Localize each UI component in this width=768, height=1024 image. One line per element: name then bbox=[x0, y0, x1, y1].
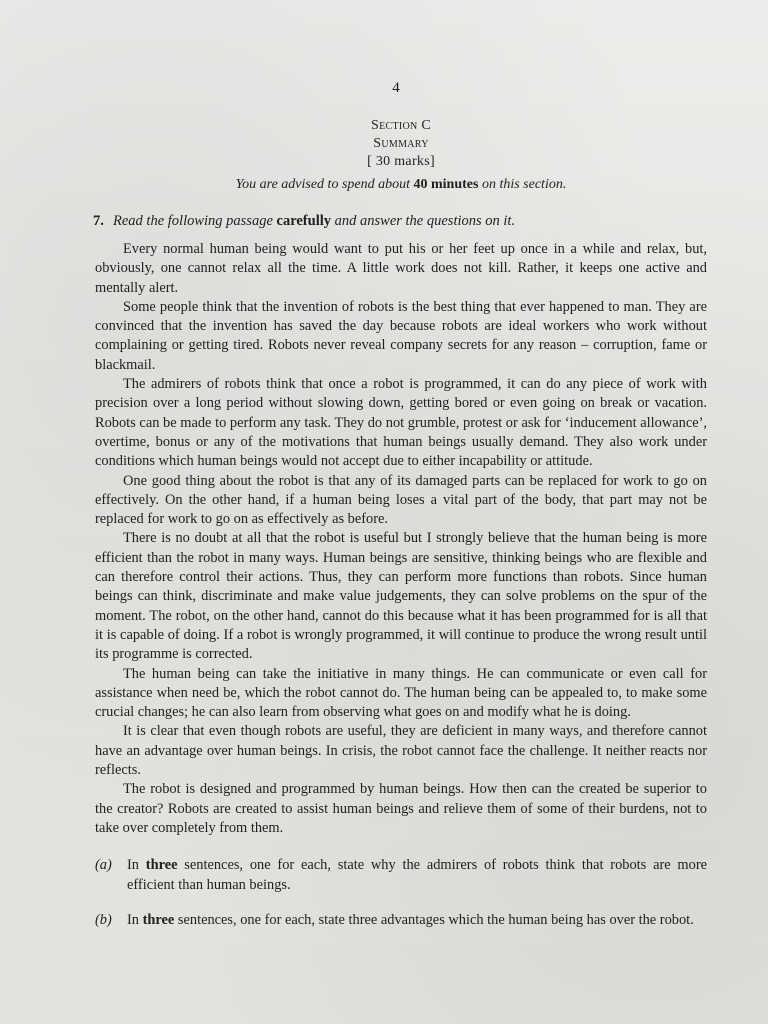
sub-question-b bbox=[95, 911, 707, 930]
sub-question-bold: three bbox=[142, 911, 175, 928]
instruction-post: and answer the questions on it. bbox=[331, 213, 516, 229]
passage-paragraph: The human being can take the initiative in many things. He can communicate or even call for assistance when need be, which the robot cannot do. The human being can be appealed to, to make some crucial changes; he can also learn from observing what goes on and modify what he is doing. bbox=[95, 665, 707, 721]
sub-question-text: sentences, one for each, state three advantages which the human being has over the robot. bbox=[174, 911, 694, 928]
section-heading: Section C bbox=[371, 118, 431, 133]
summary-heading: Summary bbox=[373, 136, 429, 151]
marks-label: [ 30 marks] bbox=[367, 154, 435, 169]
page-content bbox=[95, 80, 707, 946]
passage-paragraph: The admirers of robots think that once a robot is programmed, it can do any piece of work with precision over a long period without slowing down, getting bored or even going on break or vacation. Robots can be made to perform any task. They do not grumble, protest or ask for ‘inducement allowance’, overtime, bonus or any of the motivations that human beings usually demand. They also work under conditions which human beings would not accept due to either incapability or attitude. bbox=[95, 376, 707, 470]
sub-question-a bbox=[95, 856, 707, 895]
advice-time: 40 minutes bbox=[413, 177, 479, 192]
advice-pre: You are advised to spend about bbox=[235, 177, 414, 192]
passage bbox=[95, 240, 707, 838]
instruction-pre: Read the following passage bbox=[113, 213, 277, 229]
sub-question-pre: In bbox=[127, 857, 146, 874]
page-number: 4 bbox=[392, 80, 400, 96]
advice-post: on this section. bbox=[478, 177, 567, 192]
passage-paragraph: Every normal human being would want to put his or her feet up once in a while and relax, but, obviously, one cannot relax all the time. A little work does not kill. Rather, it keeps one active and mentally alert. bbox=[95, 241, 707, 296]
sub-question-label: (b) bbox=[95, 911, 112, 928]
question-number: 7. bbox=[93, 213, 104, 229]
sub-questions bbox=[95, 856, 707, 930]
time-advice bbox=[95, 177, 707, 193]
passage-paragraph: The robot is designed and programmed by human beings. How then can the created be superior to the creator? Robots are created to assist human beings and relieve them of some of their burdens, not to take over completely from them. bbox=[95, 781, 707, 836]
sub-question-pre: In bbox=[127, 911, 143, 928]
instruction-bold: carefully bbox=[276, 213, 332, 229]
sub-question-text: sentences, one for each, state why the admirers of robots think that robots are more efficient than human beings. bbox=[127, 857, 708, 893]
sub-question-bold: three bbox=[145, 857, 178, 874]
passage-paragraph: There is no doubt at all that the robot is useful but I strongly believe that the human being is more efficient than the robot in many ways. Human beings are sensitive, thinking beings who are flexible and can therefore control their actions. Thus, they can perform more functions than robots. Since human beings can think, discriminate and make value judgements, they can solve problems on the spur of the moment. The robot, on the other hand, cannot do this because what it has been programmed for is all that it is capable of doing. If a robot is wrongly programmed, it will continue to produce the wrong result until its programme is corrected. bbox=[95, 530, 707, 663]
sub-question-label: (a) bbox=[95, 857, 112, 874]
question-instruction bbox=[95, 213, 707, 230]
passage-paragraph: Some people think that the invention of robots is the best thing that ever happened to man. They are convinced that the invention has saved the day because robots are ideal workers who work without complaining or getting tired. Robots never reveal company secrets for any reason – corruption, fame or blackmail. bbox=[95, 298, 707, 373]
passage-paragraph: It is clear that even though robots are useful, they are deficient in many ways, and therefore cannot have an advantage over human beings. In crisis, the robot cannot face the challenge. It neither reacts nor reflects. bbox=[95, 723, 707, 779]
passage-paragraph: One good thing about the robot is that any of its damaged parts can be replaced for work to go on effectively. On the other hand, if a human being loses a vital part of the body, that part may not be replaced for work to go on as effectively as before. bbox=[95, 472, 707, 528]
